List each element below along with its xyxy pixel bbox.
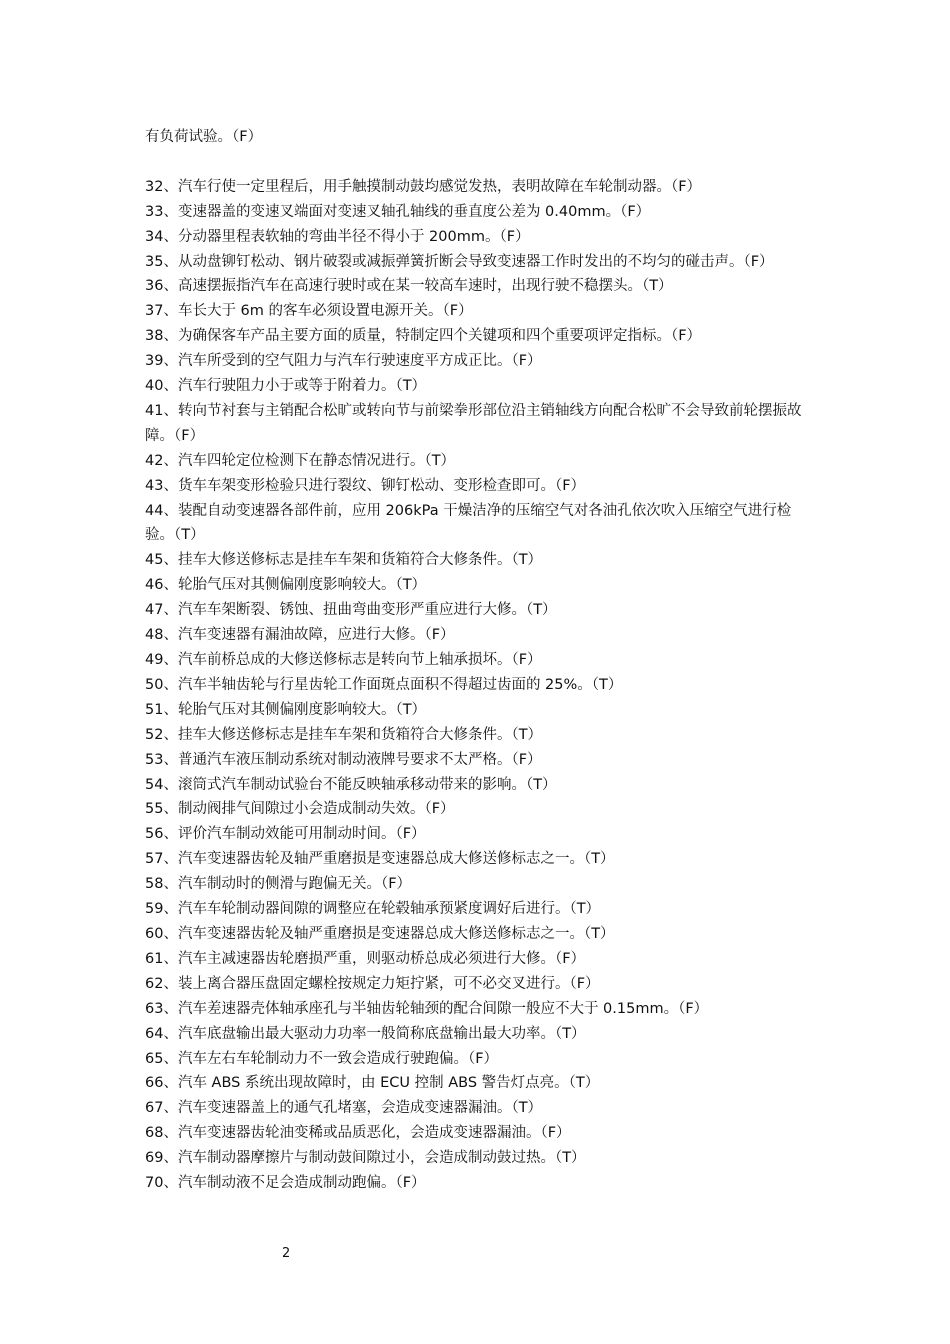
question-item: 36、高速摆振指汽车在高速行驶时或在某一较高车速时，出现行驶不稳摆头。（T）: [145, 278, 673, 295]
items-container: [145, 175, 813, 1196]
question-item: 46、轮胎气压对其侧偏刚度影响较大。（T）: [145, 577, 427, 594]
question-item: 47、汽车车架断裂、锈蚀、扭曲弯曲变形严重应进行大修。（T）: [145, 602, 557, 619]
question-item: 34、分动器里程表软轴的弯曲半径不得小于 200mm。（F）: [145, 228, 530, 245]
question-item: 62、装上离合器压盘固定螺栓按规定力矩拧紧，可不必交叉进行。（F）: [145, 975, 600, 992]
question-item: 63、汽车差速器壳体轴承座孔与半轴齿轮轴颈的配合间隙一般应不大于 0.15mm。（F）: [145, 1000, 709, 1017]
question-item: 49、汽车前桥总成的大修送修标志是转向节上轴承损坏。（F）: [145, 652, 542, 668]
question-item: 42、汽车四轮定位检测下在静态情况进行。（T）: [145, 452, 456, 469]
question-item: 69、汽车制动器摩擦片与制动鼓间隙过小，会造成制动鼓过热。（T）: [145, 1150, 586, 1167]
question-item: 32、汽车行使一定里程后，用手触摸制动鼓均感觉发热，表明故障在车轮制动器。（F）: [145, 178, 702, 195]
question-item: 44、装配自动变速器各部件前，应用 206kPa 干燥洁净的压缩空气对各油孔依次吹入压缩空气进行检验。（T）: [145, 502, 792, 544]
question-item: 60、汽车变速器齿轮及轴严重磨损是变速器总成大修送修标志之一。（T）: [145, 925, 615, 942]
question-list: [145, 125, 813, 1196]
question-item: 43、货车车架变形检验只进行裂纹、铆钉松动、变形检查即可。（F）: [145, 477, 586, 494]
question-item: 66、汽车 ABS 系统出现故障时，由 ECU 控制 ABS 警告灯点亮。（T）: [145, 1075, 600, 1092]
question-item: 70、汽车制动液不足会造成制动跑偏。（F）: [145, 1175, 426, 1192]
question-item: 58、汽车制动时的侧滑与跑偏无关。（F）: [145, 876, 412, 893]
continuation-text: 有负荷试验。（F）: [145, 129, 263, 145]
question-item: 38、为确保客车产品主要方面的质量，特制定四个关键项和四个重要项评定指标。（F）: [145, 328, 702, 345]
question-item: 39、汽车所受到的空气阻力与汽车行驶速度平方成正比。（F）: [145, 353, 542, 370]
question-item: 51、轮胎气压对其侧偏刚度影响较大。（T）: [145, 701, 427, 718]
question-item: 55、制动阀排气间隙过小会造成制动失效。（F）: [145, 801, 455, 818]
question-item: 45、挂车大修送修标志是挂车车架和货箱符合大修条件。（T）: [145, 552, 543, 569]
question-item: 35、从动盘铆钉松动、钢片破裂或减振弹簧折断会导致变速器工作时发出的不均匀的碰击声。（F）: [145, 253, 774, 270]
question-item: 53、普通汽车液压制动系统对制动液牌号要求不太严格。（F）: [145, 751, 542, 768]
question-item: 61、汽车主减速器齿轮磨损严重，则驱动桥总成必须进行大修。（F）: [145, 950, 586, 967]
page-number: 2: [282, 1246, 291, 1261]
question-item: 40、汽车行驶阻力小于或等于附着力。（T）: [145, 378, 427, 395]
question-item: 65、汽车左右车轮制动力不一致会造成行驶跑偏。（F）: [145, 1050, 499, 1067]
question-item: 68、汽车变速器齿轮油变稀或品质恶化，会造成变速器漏油。（F）: [145, 1125, 571, 1142]
question-item: 64、汽车底盘输出最大驱动力功率一般简称底盘输出最大功率。（T）: [145, 1025, 586, 1042]
question-item: 33、变速器盖的变速叉端面对变速叉轴孔轴线的垂直度公差为 0.40mm。（F）: [145, 203, 651, 220]
question-item: 56、评价汽车制动效能可用制动时间。（F）: [145, 826, 426, 843]
question-item: 59、汽车车轮制动器间隙的调整应在轮毂轴承预紧度调好后进行。（T）: [145, 901, 601, 918]
question-item: 48、汽车变速器有漏油故障，应进行大修。（F）: [145, 627, 455, 644]
question-item: 52、挂车大修送修标志是挂车车架和货箱符合大修条件。（T）: [145, 726, 543, 743]
question-item: 54、滚筒式汽车制动试验台不能反映轴承移动带来的影响。（T）: [145, 776, 557, 793]
question-item: 37、车长大于 6m 的客车必须设置电源开关。（F）: [145, 303, 473, 320]
question-item: 50、汽车半轴齿轮与行星齿轮工作面斑点面积不得超过齿面的 25%。（T）: [145, 676, 623, 693]
question-item: 41、转向节衬套与主销配合松旷或转向节与前梁拳形部位沿主销轴线方向配合松旷不会导致前轮摆振故障。（F）: [145, 402, 802, 444]
question-item: 67、汽车变速器盖上的通气孔堵塞，会造成变速器漏油。（T）: [145, 1100, 543, 1117]
question-item: 57、汽车变速器齿轮及轴严重磨损是变速器总成大修送修标志之一。（T）: [145, 851, 615, 868]
paragraph-gap: [145, 150, 813, 175]
